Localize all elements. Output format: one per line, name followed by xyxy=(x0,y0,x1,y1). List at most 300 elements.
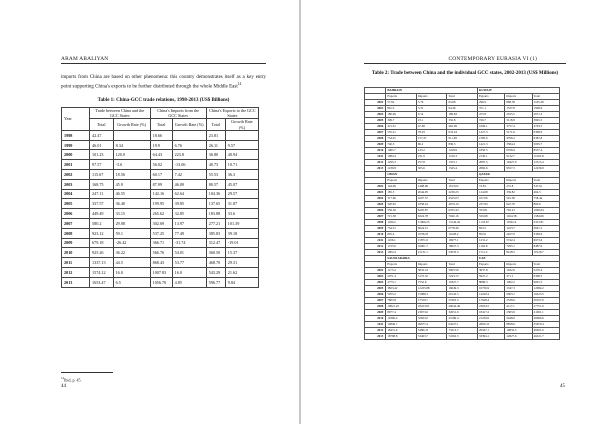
country-name: KUWAIT xyxy=(478,88,560,94)
value-cell: 27751.6 xyxy=(532,304,559,310)
value-cell: 15.37 xyxy=(225,248,258,258)
value-cell: 6778.46 xyxy=(447,226,478,232)
column-label: Total xyxy=(532,178,559,184)
value-cell: 1007.83 xyxy=(150,267,172,277)
year-cell: 2007 xyxy=(365,298,386,304)
value-cell: 10.71 xyxy=(225,160,258,170)
value-cell: 5448.0 xyxy=(505,316,532,322)
value-cell: 1106.1 xyxy=(386,238,417,244)
year-cell: 1998 xyxy=(62,130,90,140)
value-cell: 3823.42 xyxy=(386,286,417,292)
column-label: Exports xyxy=(386,94,417,100)
value-cell: 1295.3 xyxy=(386,160,417,166)
value-cell: 622.76 xyxy=(505,202,532,208)
value-cell: 559.56 xyxy=(386,208,417,214)
year-cell: 2002 xyxy=(62,170,90,180)
value-cell: 3832.19 xyxy=(416,268,447,274)
value-cell: 6324.78 xyxy=(416,214,447,220)
value-cell: 1337.13 xyxy=(90,258,114,268)
value-cell: 144.06 xyxy=(386,184,417,190)
value-cell: 468.70 xyxy=(206,258,225,268)
value-cell: 6398.9 xyxy=(532,130,559,136)
value-cell: 12225.88 xyxy=(416,286,447,292)
year-cell: 2009 xyxy=(365,226,386,232)
value-cell: 157.47 xyxy=(416,136,447,142)
value-cell: 8487.9 xyxy=(532,244,559,250)
value-cell: 18.66 xyxy=(150,130,172,140)
value-cell: 2775.1 xyxy=(386,280,417,286)
value-cell: 25363.5 xyxy=(447,298,478,304)
year-cell: 2005 xyxy=(365,118,386,124)
value-cell: 36.22 xyxy=(113,248,150,258)
value-cell: 8418.5 xyxy=(505,250,532,256)
year-cell: 2010 xyxy=(365,316,386,322)
value-cell: 36.40 xyxy=(113,199,150,209)
table-row xyxy=(62,140,259,150)
year-cell: 2011 xyxy=(62,258,90,268)
value-cell: 845.4 xyxy=(386,232,417,238)
value-cell: 21.62 xyxy=(225,267,258,277)
value-cell: 2671.3 xyxy=(532,112,559,118)
value-cell: 852.6 xyxy=(478,232,505,238)
value-cell: 5937.2 xyxy=(478,274,505,280)
table-row xyxy=(62,150,259,160)
value-cell: 29.57 xyxy=(225,189,258,199)
value-cell: 6381.8 xyxy=(532,136,559,142)
left-page xyxy=(0,0,299,424)
year-cell: 2006 xyxy=(365,124,386,130)
footnote-mark: 14 xyxy=(61,376,64,380)
value-cell: 53463.7 xyxy=(416,334,447,340)
value-cell: 758.44 xyxy=(532,196,559,202)
footnote-ref: 14 xyxy=(237,82,242,87)
value-cell: 32823.0 xyxy=(416,316,447,322)
year-cell: 2007 xyxy=(365,130,386,136)
value-cell: 1653.47 xyxy=(90,277,114,287)
value-cell: 7243.72 xyxy=(447,274,478,280)
value-cell: 320.95 xyxy=(386,202,417,208)
value-cell: 1180.14 xyxy=(505,220,532,226)
growth-subheader: Growth Rate (%) xyxy=(225,119,258,130)
value-cell: 77.49 xyxy=(172,228,206,238)
value-cell: 371.1 xyxy=(478,106,505,112)
value-cell: 17628.4 xyxy=(478,298,505,304)
column-label: Exports xyxy=(386,178,417,184)
country-name: SAUDI ARABIA xyxy=(386,256,478,262)
value-cell: 10366.4 xyxy=(386,316,417,322)
value-cell: 17559.7 xyxy=(416,298,447,304)
value-cell: 475.8 xyxy=(478,112,505,118)
value-cell xyxy=(172,130,206,140)
value-cell: 18798.8 xyxy=(386,334,417,340)
value-cell: 29567.1 xyxy=(478,328,505,334)
value-cell: 272.8 xyxy=(505,184,532,190)
value-cell: 923.12 xyxy=(90,228,114,238)
footnote-text: Ibid, p. 45. xyxy=(64,377,82,383)
value-cell: 1850.5 xyxy=(478,148,505,154)
column-label: Total xyxy=(532,94,559,100)
value-cell: 23634.5 xyxy=(478,304,505,310)
year-cell: 2006 xyxy=(365,292,386,298)
table-row xyxy=(62,238,259,248)
value-cell: 860.6 xyxy=(532,202,559,208)
value-cell: 4358.24 xyxy=(416,202,447,208)
total-subheader: Total xyxy=(150,119,172,130)
table-row xyxy=(62,160,259,170)
year-cell: 2007 xyxy=(365,214,386,220)
country-name: QATAR xyxy=(478,172,560,178)
value-cell: 10782.8 xyxy=(416,232,447,238)
value-cell: 1711.2 xyxy=(478,250,505,256)
year-cell: 2007 xyxy=(62,218,90,228)
value-cell: 7803.8 xyxy=(386,298,417,304)
footnote xyxy=(61,376,81,382)
value-cell: 591.38 xyxy=(505,196,532,202)
value-cell: 46.09 xyxy=(172,179,206,189)
value-cell: 4763.5 xyxy=(532,124,559,130)
value-cell: 337.57 xyxy=(90,199,114,209)
value-cell: 6205.87 xyxy=(416,208,447,214)
value-cell: 4.85 xyxy=(172,277,206,287)
value-cell: 9557.3 xyxy=(505,166,532,172)
year-cell: 2009 xyxy=(62,238,90,248)
value-cell: 78.03 xyxy=(416,130,447,136)
value-cell: 317.66 xyxy=(386,196,417,202)
value-cell: 3757.4 xyxy=(505,124,532,130)
value-cell: -31.74 xyxy=(172,238,206,248)
year-cell: 2010 xyxy=(365,148,386,154)
column-label: Imports xyxy=(505,262,532,268)
column-label: Total xyxy=(532,262,559,268)
value-cell: 23.1 xyxy=(416,118,447,124)
value-cell: 1184.2 xyxy=(386,220,417,226)
value-cell: 12827.6 xyxy=(505,334,532,340)
value-cell: 23033.5 xyxy=(447,250,478,256)
value-cell: -3.6 xyxy=(113,160,150,170)
year-cell: 2004 xyxy=(365,196,386,202)
value-cell: 16223.5 xyxy=(532,292,559,298)
year-cell: 2008 xyxy=(365,136,386,142)
total-subheader: Total xyxy=(206,119,225,130)
value-cell: 754.01 xyxy=(386,136,417,142)
value-cell: 4679.19 xyxy=(447,202,478,208)
value-cell: 8.34 xyxy=(113,140,150,150)
year-cell: 2009 xyxy=(365,142,386,148)
value-cell: 9.57 xyxy=(225,140,258,150)
year-cell: 2011 xyxy=(365,154,386,160)
value-cell: 10821.45 xyxy=(386,304,417,310)
value-cell: 5.31 xyxy=(416,106,447,112)
value-cell: 124.68 xyxy=(478,190,505,196)
value-cell: 1553.1 xyxy=(447,160,478,166)
year-cell: 2009 xyxy=(365,310,386,316)
value-cell: 21001.1 xyxy=(532,310,559,316)
value-cell: 63.68 xyxy=(447,100,478,106)
table2-body xyxy=(365,88,560,340)
value-cell: 2195.5 xyxy=(505,112,532,118)
value-cell: 7040.16 xyxy=(447,214,478,220)
value-cell: 462.69 xyxy=(447,124,478,130)
value-cell: 5055.2 xyxy=(386,292,417,298)
value-cell: 167.06 xyxy=(478,196,505,202)
value-cell: 39.85 xyxy=(172,199,206,209)
value-cell: 3309.6 xyxy=(532,232,559,238)
value-cell: 2047.2 xyxy=(532,226,559,232)
value-cell: 18.56 xyxy=(113,170,150,180)
year-header: Year xyxy=(62,108,90,131)
year-cell: 2002 xyxy=(365,100,386,106)
value-cell: 20167.0 xyxy=(532,298,559,304)
value-cell: 189.83 xyxy=(447,112,478,118)
year-cell: 2012 xyxy=(62,267,90,277)
table-row xyxy=(62,218,259,228)
value-cell: -19.01 xyxy=(225,238,258,248)
table2 xyxy=(364,87,560,340)
year-cell: 2008 xyxy=(62,228,90,238)
value-cell: 43189.4 xyxy=(447,316,478,322)
table1 xyxy=(61,107,259,288)
value-cell: 8858.6 xyxy=(505,322,532,328)
table2-title: Table 2: Trade between China and the individual GCC states, 2002-2013 (US$ Millions) xyxy=(371,71,559,76)
value-cell: 6706.9 xyxy=(505,148,532,154)
table-row xyxy=(62,228,259,238)
value-cell: 18223.01 xyxy=(416,304,447,310)
value-cell: 16.0 xyxy=(172,267,206,277)
value-cell: 823.5 xyxy=(478,226,505,232)
value-cell: 18417.2 xyxy=(478,310,505,316)
column-label: Total xyxy=(447,178,478,184)
value-cell: 566.76 xyxy=(150,248,172,258)
value-cell: 10834.5 xyxy=(505,328,532,334)
value-cell: 199.95 xyxy=(150,199,172,209)
year-cell: 2010 xyxy=(62,248,90,258)
value-cell: 15088.3 xyxy=(416,292,447,298)
value-cell: 415.01 xyxy=(386,124,417,130)
value-cell: -26.42 xyxy=(113,238,150,248)
value-cell: 18627.3 xyxy=(447,244,478,250)
value-cell: 80.57 xyxy=(206,179,225,189)
value-cell: 1006.1 xyxy=(478,124,505,130)
value-cell: 33.6 xyxy=(225,209,258,219)
value-cell: 1002.2 xyxy=(505,280,532,286)
value-cell: 1468.96 xyxy=(416,184,447,190)
value-cell: 74.81 xyxy=(478,184,505,190)
table-row xyxy=(62,277,259,287)
value-cell: 29.08 xyxy=(113,218,150,228)
growth-subheader: Growth Rate (%) xyxy=(113,119,150,130)
value-cell: 7552.6 xyxy=(416,280,447,286)
value-cell: 31.87 xyxy=(225,199,258,209)
value-cell: 4117.1 xyxy=(505,304,532,310)
growth-subheader: Growth Rate (%) xyxy=(172,119,206,130)
value-cell: 21236.6 xyxy=(478,316,505,322)
value-cell: 5005.59 xyxy=(447,268,478,274)
year-cell: 2008 xyxy=(365,304,386,310)
column-label: Exports xyxy=(478,262,505,268)
value-cell: 1024.38 xyxy=(505,214,532,220)
value-cell: 277.21 xyxy=(206,218,225,228)
column-label: Imports xyxy=(505,94,532,100)
value-cell: 13.97 xyxy=(172,218,206,228)
value-cell: 59.1 xyxy=(113,228,150,238)
value-cell: 1632.6 xyxy=(505,268,532,274)
value-cell: 10327.7 xyxy=(447,280,478,286)
value-cell: 72262.5 xyxy=(447,334,478,340)
year-cell: 2005 xyxy=(62,199,90,209)
value-cell: 10736.9 xyxy=(478,286,505,292)
value-cell: 836.5 xyxy=(447,142,478,148)
value-cell: 2087.5 xyxy=(478,160,505,166)
value-cell: 168.75 xyxy=(90,179,114,189)
value-cell: 29.31 xyxy=(225,258,258,268)
value-cell: 143.2 xyxy=(416,148,447,154)
column-label: Imports xyxy=(416,94,447,100)
value-cell: 360.50 xyxy=(206,248,225,258)
value-cell: 309.7 xyxy=(386,118,417,124)
value-cell: 94.46 xyxy=(447,106,478,112)
table-row xyxy=(62,258,259,268)
value-cell: 36.80 xyxy=(206,150,225,160)
value-cell: 44.5 xyxy=(113,258,150,268)
imports-header: China's Imports from the GCC States xyxy=(150,108,206,119)
header-rule xyxy=(364,63,566,64)
value-cell: 1316.3 xyxy=(447,154,478,160)
value-cell: 42.47 xyxy=(90,130,114,140)
value-cell: 1584.06 xyxy=(532,214,559,220)
value-cell: 137.65 xyxy=(206,199,225,209)
value-cell: 385.83 xyxy=(206,228,225,238)
value-cell: 12239.9 xyxy=(532,166,559,172)
year-cell: 2001 xyxy=(62,160,90,170)
value-cell: 32.85 xyxy=(172,209,206,219)
year-cell: 2011 xyxy=(365,322,386,328)
year-cell: 2013 xyxy=(365,250,386,256)
value-cell xyxy=(225,130,258,140)
value-cell: 10129.7 xyxy=(532,250,559,256)
value-cell: 36.3 xyxy=(225,170,258,180)
table1-title: Table 1: China-GCC trade relations, 1998-2013 (US$ Billions) xyxy=(97,98,230,103)
value-cell: 180.69 xyxy=(386,112,417,118)
value-cell: 4525.03 xyxy=(447,196,478,202)
value-cell: 16049.3 xyxy=(447,286,478,292)
value-cell: 11262.8 xyxy=(532,154,559,160)
value-cell: 1537.8 xyxy=(505,106,532,112)
value-cell: 265.62 xyxy=(150,209,172,219)
table-row xyxy=(62,170,259,180)
value-cell: 1908.9 xyxy=(532,106,559,112)
value-cell: 231.9 xyxy=(416,154,447,160)
value-cell: 54.01 xyxy=(172,248,206,258)
table-row xyxy=(62,199,259,209)
value-cell: 87.99 xyxy=(150,179,172,189)
value-cell: 9132.7 xyxy=(505,154,532,160)
value-cell: 4796.2 xyxy=(505,136,532,142)
value-cell: 26684.6 xyxy=(532,316,559,322)
year-cell: 2012 xyxy=(365,160,386,166)
value-cell: 19.9 xyxy=(150,140,172,150)
right-page xyxy=(301,0,600,424)
value-cell: 183.88 xyxy=(206,209,225,219)
value-cell: 23673.6 xyxy=(416,310,447,316)
table-row xyxy=(62,267,259,277)
column-label: Total xyxy=(447,262,478,268)
value-cell: 1545.4 xyxy=(447,166,478,172)
value-cell: 633.24 xyxy=(447,130,478,136)
value-cell: 14220.4 xyxy=(478,292,505,298)
value-cell: 9.14 xyxy=(416,112,447,118)
value-cell: 39.18 xyxy=(225,228,258,238)
value-cell: 20143.5 xyxy=(447,292,478,298)
value-cell: 40.73 xyxy=(206,160,225,170)
value-cell: 56.02 xyxy=(150,160,172,170)
value-cell: 16977.1 xyxy=(447,238,478,244)
value-cell: 47.68 xyxy=(416,124,447,130)
value-cell: 14849.7 xyxy=(386,322,417,328)
value-cell: 33394.1 xyxy=(478,334,505,340)
value-cell: 1084.4 xyxy=(386,154,417,160)
value-cell: 11960.25 xyxy=(416,220,447,226)
value-cell: 868.43 xyxy=(150,258,172,268)
value-cell: 2230.25 xyxy=(447,190,478,196)
value-cell: 104.36 xyxy=(206,189,225,199)
value-cell: 726.7 xyxy=(478,118,505,124)
value-cell: 89.15 xyxy=(386,106,417,112)
value-cell: 2583.9 xyxy=(505,310,532,316)
value-cell xyxy=(113,130,150,140)
value-cell: 223.8 xyxy=(172,150,206,160)
value-cell: 257.8 xyxy=(416,160,447,166)
value-cell: 715.38 xyxy=(386,214,417,220)
year-cell: 2003 xyxy=(365,274,386,280)
value-cell: 10427.9 xyxy=(505,160,532,166)
value-cell: 543.29 xyxy=(206,267,225,277)
value-cell: 3584.4 xyxy=(505,142,532,148)
value-cell: 1227.3 xyxy=(478,130,505,136)
country-name: OMAN xyxy=(386,172,478,178)
value-cell: 101.23 xyxy=(90,150,114,160)
value-cell: 7295.1 xyxy=(505,244,532,250)
value-cell: 371.1 xyxy=(505,274,532,280)
country-name: BAHRAIN xyxy=(386,88,478,94)
value-cell: 537.25 xyxy=(150,228,172,238)
column-label: Exports xyxy=(386,262,417,268)
year-cell: 2012 xyxy=(365,328,386,334)
year-cell: 2008 xyxy=(365,220,386,226)
value-cell: 64.43 xyxy=(150,150,172,160)
year-cell: 1999 xyxy=(62,140,90,150)
value-cell: 60.17 xyxy=(150,170,172,180)
value-cell: 2457.0 xyxy=(505,232,532,238)
value-cell: 1613.02 xyxy=(447,184,478,190)
value-cell: 64527.1 xyxy=(447,322,478,328)
value-cell: 1085.7 xyxy=(386,148,417,154)
value-cell: 15871.0 xyxy=(416,238,447,244)
value-cell: 1239.8 xyxy=(386,166,417,172)
value-cell: 1585.6 xyxy=(478,136,505,142)
value-cell: 559.68 xyxy=(478,214,505,220)
value-cell: 1165.28 xyxy=(532,100,559,106)
value-cell: 237.84 xyxy=(478,202,505,208)
value-cell: 45.9 xyxy=(113,179,150,189)
value-cell: 6.76 xyxy=(172,140,206,150)
value-cell: 21131.1 xyxy=(416,250,447,256)
table-row xyxy=(62,248,259,258)
value-cell: 46.01 xyxy=(90,140,114,150)
value-cell: 2071.4 xyxy=(386,274,417,280)
value-cell: 2313.81 xyxy=(532,220,559,226)
value-cell: 6.5 xyxy=(113,277,150,287)
value-cell: 332.8 xyxy=(447,118,478,124)
